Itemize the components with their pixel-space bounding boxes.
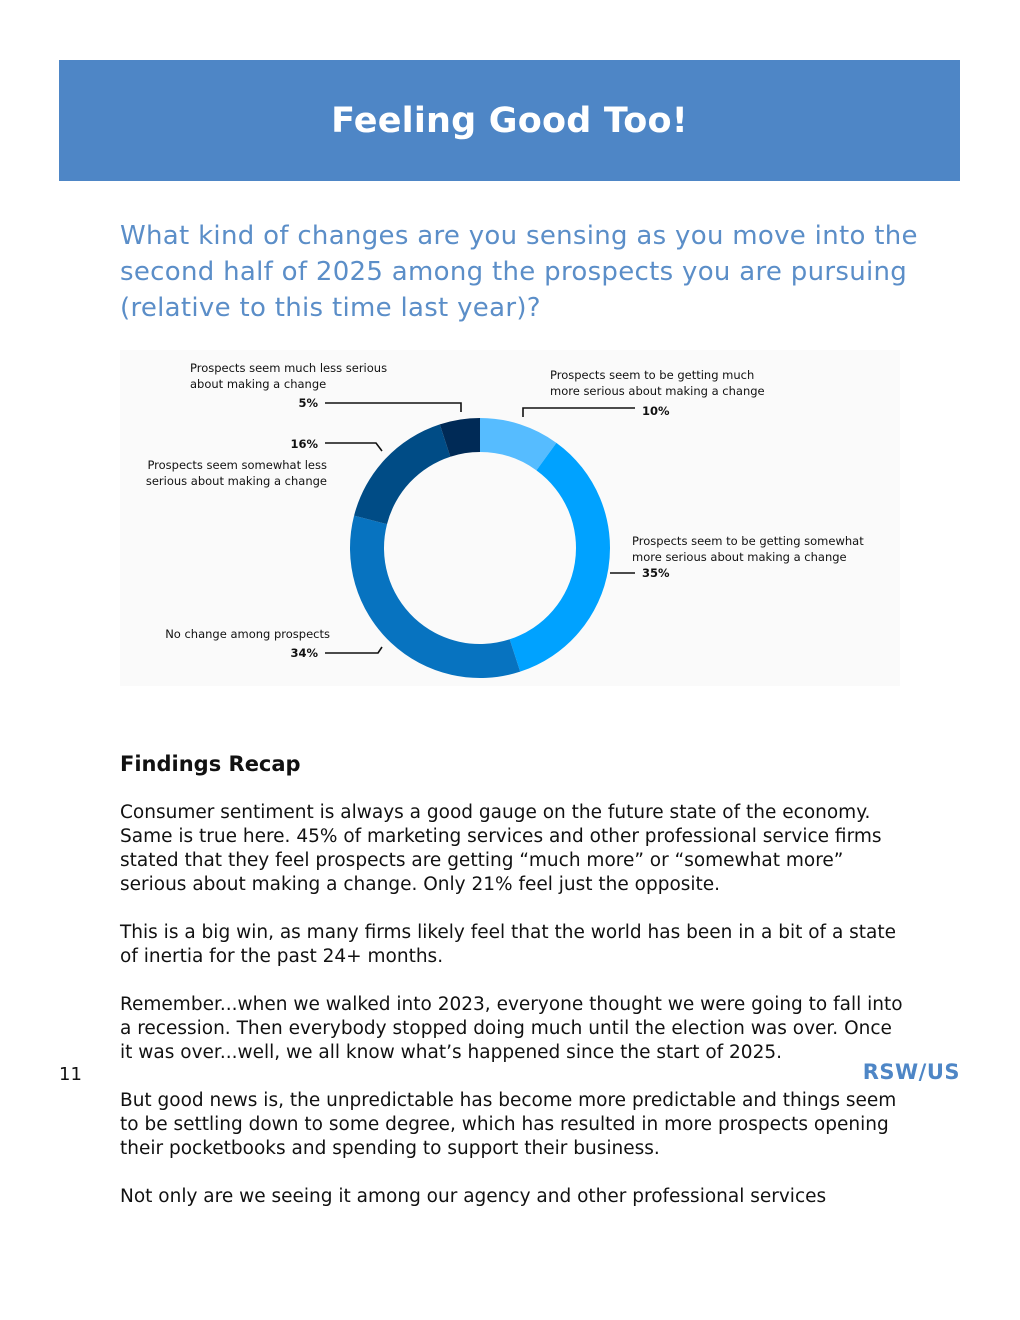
donut-slice xyxy=(354,424,450,524)
findings-body xyxy=(120,801,910,1233)
page-number: 11 xyxy=(59,1064,82,1085)
slice-value-label: 5% xyxy=(298,396,318,410)
slice-value-label: 16% xyxy=(290,437,318,451)
slice-label: Prospects seem somewhat less xyxy=(147,458,327,472)
slice-label: Prospects seem to be getting somewhat xyxy=(632,534,864,548)
leader-line xyxy=(325,443,382,451)
slice-value-label: 34% xyxy=(290,646,318,660)
title-banner xyxy=(59,60,960,181)
slice-value-label: 10% xyxy=(642,404,670,418)
findings-paragraph: Not only are we seeing it among our agency and other professional services xyxy=(120,1186,827,1207)
leader-line xyxy=(325,647,382,653)
slice-label: Prospects seem to be getting much xyxy=(550,368,755,382)
donut-chart xyxy=(120,350,900,686)
findings-paragraph: Remember...when we walked into 2023, everyone thought we were going to fall into a recession. Then everybody stopped doing much until the election was over. Once it was over...well, we all know what’s happened since the start of 2025. xyxy=(120,994,903,1063)
slice-label: No change among prospects xyxy=(165,627,330,641)
slice-label: more serious about making a change xyxy=(550,384,765,398)
survey-question: What kind of changes are you sensing as you move into the second half of 2025 among the prospects you are pursuing (relative to this time last year)? xyxy=(120,221,918,323)
slice-label: serious about making a change xyxy=(145,474,327,488)
slice-label: Prospects seem much less serious xyxy=(190,361,388,375)
findings-paragraph: But good news is, the unpredictable has become more predictable and things seem to be settling down to some degree, which has resulted in more prospects opening their pocketbooks and spending to support their business. xyxy=(120,1090,897,1159)
findings-paragraph: This is a big win, as many firms likely feel that the world has been in a bit of a state of inertia for the past 24+ months. xyxy=(120,922,897,967)
donut-chart-svg xyxy=(120,350,900,686)
slice-label: more serious about making a change xyxy=(632,550,847,564)
findings-title: Findings Recap xyxy=(120,752,301,776)
slice-label: about making a change xyxy=(190,377,327,391)
page-title: Feeling Good Too! xyxy=(331,100,688,141)
donut-slice xyxy=(510,443,610,672)
leader-line xyxy=(325,403,461,412)
brand-logo: RSW/US xyxy=(862,1060,960,1084)
leader-line xyxy=(523,408,635,417)
findings-paragraph: Consumer sentiment is always a good gauge on the future state of the economy. Same is true here. 45% of marketing services and other professional service firms stated that they feel prospects are getting “much more” or “somewhat more” serious about making a change. Only 21% feel just the opposite. xyxy=(120,802,882,895)
slice-value-label: 35% xyxy=(642,566,670,580)
